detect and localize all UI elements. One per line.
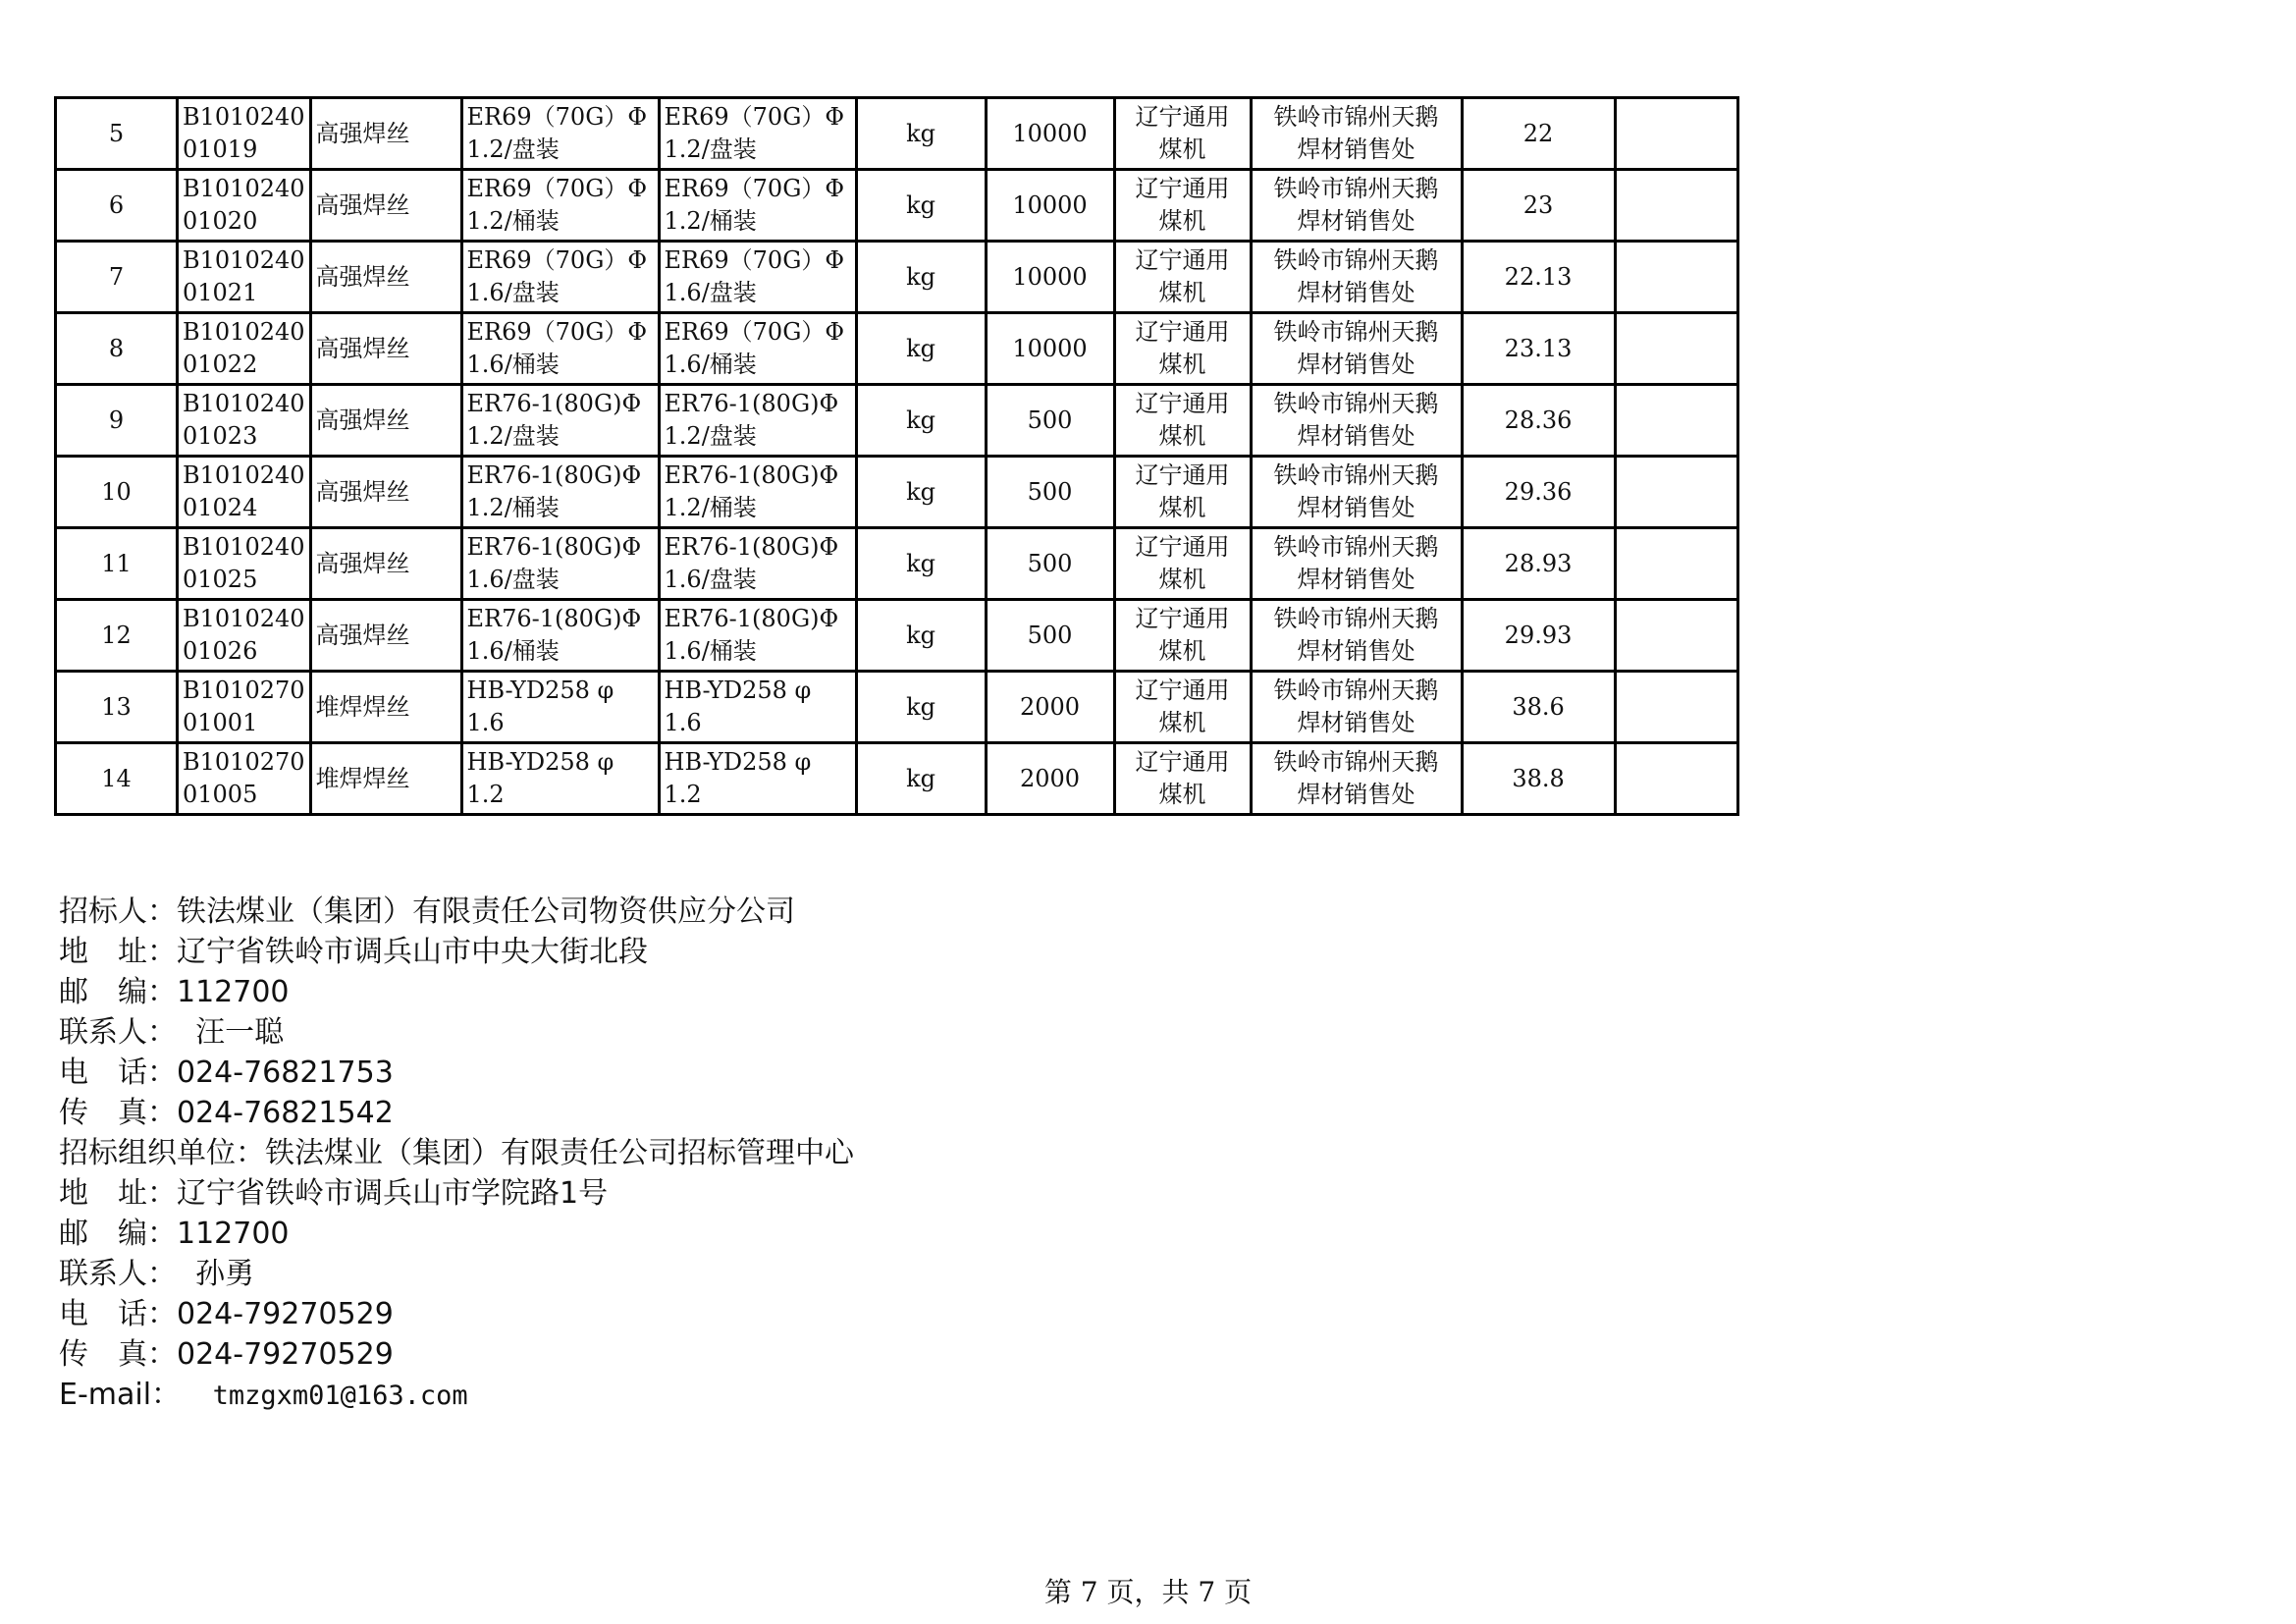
remark-cell xyxy=(1615,743,1737,815)
row-number-cell: 5 xyxy=(56,98,178,170)
page-number: 第 7 页，共 7 页 xyxy=(1043,1576,1253,1608)
remark-cell xyxy=(1615,313,1737,385)
supplier-cell xyxy=(1251,672,1462,743)
spec-cell xyxy=(461,98,659,170)
manufacturer-cell-line: 辽宁通用 xyxy=(1135,103,1230,131)
spec-alt-cell xyxy=(659,242,856,313)
price-cell: 29.36 xyxy=(1462,457,1615,528)
quantity-cell: 2000 xyxy=(986,672,1114,743)
material-code-cell-line: 01001 xyxy=(183,709,258,736)
contact-line xyxy=(59,1254,854,1294)
supplier-cell-line: 铁岭市锦州天鹅 xyxy=(1273,103,1439,131)
unit-cell: kg xyxy=(856,98,986,170)
spec-cell xyxy=(461,170,659,242)
spec-alt-cell-line: 1.2 xyxy=(664,781,702,808)
manufacturer-cell-line: 辽宁通用 xyxy=(1135,318,1230,346)
manufacturer-cell-line: 辽宁通用 xyxy=(1135,461,1230,489)
spec-alt-cell-line: 1.6 xyxy=(664,709,702,736)
material-code-cell xyxy=(178,743,311,815)
table-row xyxy=(56,313,1738,385)
spec-cell-line: 1.6/桶装 xyxy=(466,637,560,665)
price-cell: 29.93 xyxy=(1462,600,1615,672)
manufacturer-cell xyxy=(1114,457,1251,528)
contact-value: 辽宁省铁岭市调兵山市中央大街北段 xyxy=(177,935,648,969)
manufacturer-cell-line: 煤机 xyxy=(1158,207,1206,235)
supplier-cell-line: 焊材销售处 xyxy=(1297,422,1415,450)
contact-line xyxy=(59,1294,854,1334)
material-name-cell: 堆焊焊丝 xyxy=(310,672,461,743)
material-name-cell: 高强焊丝 xyxy=(310,600,461,672)
spec-alt-cell xyxy=(659,385,856,457)
spec-cell-line: ER69（70G）Φ xyxy=(466,103,648,131)
material-code-cell xyxy=(178,242,311,313)
contact-value: 112700 xyxy=(177,1217,290,1251)
contact-label: 地 址： xyxy=(59,1176,177,1211)
material-code-cell xyxy=(178,313,311,385)
manufacturer-cell-line: 辽宁通用 xyxy=(1135,390,1230,417)
contact-line xyxy=(59,1053,854,1093)
material-code-cell-line: 01022 xyxy=(183,351,258,378)
spec-alt-cell xyxy=(659,600,856,672)
manufacturer-cell xyxy=(1114,98,1251,170)
supplier-cell xyxy=(1251,743,1462,815)
contact-label: 邮 编： xyxy=(59,1217,177,1251)
row-number-cell: 8 xyxy=(56,313,178,385)
manufacturer-cell-line: 煤机 xyxy=(1158,566,1206,593)
spec-alt-cell-line: ER76-1(80G)Φ xyxy=(664,533,839,561)
material-code-cell-line: 01024 xyxy=(183,494,258,521)
contact-value: 孙勇 xyxy=(177,1257,255,1291)
unit-cell: kg xyxy=(856,528,986,600)
spec-cell xyxy=(461,457,659,528)
spec-alt-cell xyxy=(659,98,856,170)
contact-value: 辽宁省铁岭市调兵山市学院路1号 xyxy=(177,1176,609,1211)
supplier-cell xyxy=(1251,600,1462,672)
contact-value: 汪一聪 xyxy=(177,1015,285,1050)
row-number-cell: 6 xyxy=(56,170,178,242)
remark-cell xyxy=(1615,672,1737,743)
material-code-cell xyxy=(178,98,311,170)
spec-cell-line: 1.2/盘装 xyxy=(466,135,560,163)
supplier-cell xyxy=(1251,528,1462,600)
contact-value: 024-76821753 xyxy=(177,1056,394,1090)
spec-cell xyxy=(461,528,659,600)
spec-alt-cell xyxy=(659,170,856,242)
contact-label: 传 真： xyxy=(59,1096,177,1130)
table-row xyxy=(56,242,1738,313)
spec-alt-cell-line: ER69（70G）Φ xyxy=(664,103,845,131)
contact-label: 电 话： xyxy=(59,1056,177,1090)
remark-cell xyxy=(1615,528,1737,600)
unit-cell: kg xyxy=(856,385,986,457)
spec-cell xyxy=(461,313,659,385)
spec-alt-cell xyxy=(659,528,856,600)
price-cell: 38.8 xyxy=(1462,743,1615,815)
spec-alt-cell-line: ER69（70G）Φ xyxy=(664,318,845,346)
material-code-cell-line: 01005 xyxy=(183,781,258,808)
spec-alt-cell xyxy=(659,743,856,815)
material-name-cell: 高强焊丝 xyxy=(310,457,461,528)
supplier-cell-line: 铁岭市锦州天鹅 xyxy=(1273,390,1439,417)
material-name-cell: 高强焊丝 xyxy=(310,98,461,170)
supplier-cell-line: 焊材销售处 xyxy=(1297,207,1415,235)
spec-cell-line: 1.6/盘装 xyxy=(466,566,560,593)
unit-cell: kg xyxy=(856,457,986,528)
unit-cell: kg xyxy=(856,672,986,743)
spec-alt-cell-line: 1.6/盘装 xyxy=(664,279,757,306)
supplier-cell xyxy=(1251,385,1462,457)
price-cell: 28.93 xyxy=(1462,528,1615,600)
row-number-cell: 9 xyxy=(56,385,178,457)
quantity-cell: 2000 xyxy=(986,743,1114,815)
row-number-cell: 10 xyxy=(56,457,178,528)
contact-line xyxy=(59,1214,854,1254)
price-cell: 38.6 xyxy=(1462,672,1615,743)
spec-cell-line: ER76-1(80G)Φ xyxy=(466,390,642,417)
supplier-cell-line: 铁岭市锦州天鹅 xyxy=(1273,461,1439,489)
quantity-cell: 500 xyxy=(986,528,1114,600)
supplier-cell-line: 焊材销售处 xyxy=(1297,709,1415,736)
spec-alt-cell-line: 1.2/桶装 xyxy=(664,207,757,235)
spec-cell-line: 1.6/桶装 xyxy=(466,351,560,378)
supplier-cell xyxy=(1251,242,1462,313)
remark-cell xyxy=(1615,170,1737,242)
spec-alt-cell-line: 1.2/盘装 xyxy=(664,422,757,450)
contact-label: 邮 编： xyxy=(59,975,177,1009)
supplier-cell-line: 铁岭市锦州天鹅 xyxy=(1273,318,1439,346)
material-code-cell-line: B1010240 xyxy=(183,103,305,131)
spec-cell xyxy=(461,672,659,743)
material-code-cell-line: 01020 xyxy=(183,207,258,235)
contact-info-block xyxy=(59,892,854,1415)
manufacturer-cell xyxy=(1114,313,1251,385)
quantity-cell: 500 xyxy=(986,385,1114,457)
contact-value: 024-79270529 xyxy=(177,1297,394,1331)
unit-cell: kg xyxy=(856,743,986,815)
quantity-cell: 10000 xyxy=(986,242,1114,313)
contact-value: 024-79270529 xyxy=(177,1337,394,1372)
table-row xyxy=(56,600,1738,672)
unit-cell: kg xyxy=(856,313,986,385)
supplier-cell xyxy=(1251,457,1462,528)
spec-cell-line: ER76-1(80G)Φ xyxy=(466,461,642,489)
row-number-cell: 11 xyxy=(56,528,178,600)
material-code-cell xyxy=(178,672,311,743)
spec-alt-cell-line: 1.6/桶装 xyxy=(664,351,757,378)
table-row xyxy=(56,528,1738,600)
supplier-cell-line: 铁岭市锦州天鹅 xyxy=(1273,533,1439,561)
supplier-cell xyxy=(1251,170,1462,242)
spec-cell-line: 1.2 xyxy=(466,781,505,808)
table-row xyxy=(56,672,1738,743)
contact-line xyxy=(59,1012,854,1053)
material-code-cell-line: B1010240 xyxy=(183,461,305,489)
supplier-cell-line: 焊材销售处 xyxy=(1297,566,1415,593)
manufacturer-cell-line: 煤机 xyxy=(1158,709,1206,736)
spec-alt-cell-line: 1.6/盘装 xyxy=(664,566,757,593)
material-code-cell-line: 01023 xyxy=(183,422,258,450)
quantity-cell: 500 xyxy=(986,600,1114,672)
contact-line xyxy=(59,1173,854,1214)
manufacturer-cell-line: 辽宁通用 xyxy=(1135,605,1230,632)
material-code-cell-line: B1010270 xyxy=(183,748,305,776)
material-name-cell: 高强焊丝 xyxy=(310,385,461,457)
row-number-cell: 7 xyxy=(56,242,178,313)
contact-label: E-mail： xyxy=(59,1378,182,1412)
price-cell: 23.13 xyxy=(1462,313,1615,385)
spec-cell xyxy=(461,600,659,672)
spec-alt-cell xyxy=(659,457,856,528)
spec-cell-line: 1.2/桶装 xyxy=(466,207,560,235)
material-code-cell xyxy=(178,170,311,242)
supplier-cell xyxy=(1251,313,1462,385)
table-row xyxy=(56,98,1738,170)
material-name-cell: 堆焊焊丝 xyxy=(310,743,461,815)
spec-alt-cell-line: 1.2/桶装 xyxy=(664,494,757,521)
manufacturer-cell-line: 煤机 xyxy=(1158,781,1206,808)
manufacturer-cell xyxy=(1114,242,1251,313)
spec-alt-cell-line: HB-YD258 φ xyxy=(664,748,812,776)
supplier-cell-line: 焊材销售处 xyxy=(1297,494,1415,521)
table-row xyxy=(56,743,1738,815)
manufacturer-cell xyxy=(1114,385,1251,457)
contact-line xyxy=(59,932,854,972)
contact-label: 传 真： xyxy=(59,1337,177,1372)
spec-alt-cell-line: HB-YD258 φ xyxy=(664,677,812,704)
spec-cell-line: ER76-1(80G)Φ xyxy=(466,533,642,561)
supplier-cell-line: 焊材销售处 xyxy=(1297,781,1415,808)
bid-items-table xyxy=(54,96,1739,816)
spec-cell-line: ER69（70G）Φ xyxy=(466,175,648,202)
table-row xyxy=(56,457,1738,528)
material-code-cell xyxy=(178,385,311,457)
spec-alt-cell-line: ER69（70G）Φ xyxy=(664,175,845,202)
remark-cell xyxy=(1615,98,1737,170)
row-number-cell: 13 xyxy=(56,672,178,743)
contact-label: 电 话： xyxy=(59,1297,177,1331)
spec-alt-cell-line: ER69（70G）Φ xyxy=(664,246,845,274)
remark-cell xyxy=(1615,600,1737,672)
contact-line xyxy=(59,972,854,1012)
remark-cell xyxy=(1615,457,1737,528)
spec-cell-line: 1.2/桶装 xyxy=(466,494,560,521)
material-code-cell-line: 01021 xyxy=(183,279,258,306)
manufacturer-cell xyxy=(1114,528,1251,600)
supplier-cell-line: 铁岭市锦州天鹅 xyxy=(1273,246,1439,274)
spec-cell-line: 1.6/盘装 xyxy=(466,279,560,306)
manufacturer-cell-line: 辽宁通用 xyxy=(1135,677,1230,704)
manufacturer-cell-line: 煤机 xyxy=(1158,279,1206,306)
spec-cell xyxy=(461,385,659,457)
contact-value: tmzgxm01@163.com xyxy=(181,1380,468,1411)
manufacturer-cell-line: 煤机 xyxy=(1158,135,1206,163)
material-name-cell: 高强焊丝 xyxy=(310,313,461,385)
remark-cell xyxy=(1615,242,1737,313)
material-name-cell: 高强焊丝 xyxy=(310,242,461,313)
spec-cell-line: HB-YD258 φ xyxy=(466,748,614,776)
spec-cell xyxy=(461,743,659,815)
material-code-cell-line: 01025 xyxy=(183,566,258,593)
unit-cell: kg xyxy=(856,600,986,672)
supplier-cell-line: 铁岭市锦州天鹅 xyxy=(1273,605,1439,632)
manufacturer-cell-line: 煤机 xyxy=(1158,637,1206,665)
material-code-cell-line: B1010240 xyxy=(183,175,305,202)
contact-value: 024-76821542 xyxy=(177,1096,394,1130)
contact-label: 联系人： xyxy=(59,1257,177,1291)
spec-alt-cell xyxy=(659,672,856,743)
material-code-cell xyxy=(178,528,311,600)
manufacturer-cell-line: 煤机 xyxy=(1158,494,1206,521)
spec-cell-line: HB-YD258 φ xyxy=(466,677,614,704)
contact-value: 铁法煤业（集团）有限责任公司物资供应分公司 xyxy=(177,894,795,929)
manufacturer-cell xyxy=(1114,743,1251,815)
manufacturer-cell-line: 辽宁通用 xyxy=(1135,175,1230,202)
spec-cell-line: ER76-1(80G)Φ xyxy=(466,605,642,632)
supplier-cell-line: 焊材销售处 xyxy=(1297,279,1415,306)
material-code-cell-line: 01019 xyxy=(183,135,258,163)
contact-value: 112700 xyxy=(177,975,290,1009)
contact-value: 铁法煤业（集团）有限责任公司招标管理中心 xyxy=(265,1136,854,1170)
material-code-cell-line: B1010240 xyxy=(183,246,305,274)
material-code-cell-line: B1010240 xyxy=(183,390,305,417)
spec-cell xyxy=(461,242,659,313)
spec-alt-cell-line: ER76-1(80G)Φ xyxy=(664,461,839,489)
spec-cell-line: ER69（70G）Φ xyxy=(466,318,648,346)
supplier-cell xyxy=(1251,98,1462,170)
unit-cell: kg xyxy=(856,170,986,242)
material-code-cell-line: B1010240 xyxy=(183,318,305,346)
quantity-cell: 10000 xyxy=(986,170,1114,242)
spec-cell-line: 1.2/盘装 xyxy=(466,422,560,450)
price-cell: 23 xyxy=(1462,170,1615,242)
manufacturer-cell xyxy=(1114,170,1251,242)
contact-line xyxy=(59,1133,854,1173)
supplier-cell-line: 铁岭市锦州天鹅 xyxy=(1273,677,1439,704)
material-code-cell-line: B1010240 xyxy=(183,533,305,561)
manufacturer-cell-line: 辽宁通用 xyxy=(1135,748,1230,776)
contact-label: 招标组织单位： xyxy=(59,1136,265,1170)
price-cell: 22 xyxy=(1462,98,1615,170)
spec-alt-cell-line: ER76-1(80G)Φ xyxy=(664,390,839,417)
material-code-cell-line: 01026 xyxy=(183,637,258,665)
manufacturer-cell-line: 辽宁通用 xyxy=(1135,246,1230,274)
manufacturer-cell xyxy=(1114,600,1251,672)
price-cell: 22.13 xyxy=(1462,242,1615,313)
manufacturer-cell xyxy=(1114,672,1251,743)
supplier-cell-line: 焊材销售处 xyxy=(1297,135,1415,163)
material-code-cell-line: B1010270 xyxy=(183,677,305,704)
price-cell: 28.36 xyxy=(1462,385,1615,457)
contact-line xyxy=(59,1334,854,1375)
spec-cell-line: ER69（70G）Φ xyxy=(466,246,648,274)
quantity-cell: 10000 xyxy=(986,313,1114,385)
table-row xyxy=(56,385,1738,457)
contact-line xyxy=(59,1375,854,1415)
contact-line xyxy=(59,892,854,932)
manufacturer-cell-line: 煤机 xyxy=(1158,351,1206,378)
contact-label: 招标人： xyxy=(59,894,177,929)
spec-alt-cell-line: 1.2/盘装 xyxy=(664,135,757,163)
row-number-cell: 12 xyxy=(56,600,178,672)
table-row xyxy=(56,170,1738,242)
material-code-cell xyxy=(178,600,311,672)
spec-alt-cell-line: ER76-1(80G)Φ xyxy=(664,605,839,632)
unit-cell: kg xyxy=(856,242,986,313)
table-body xyxy=(56,98,1738,815)
row-number-cell: 14 xyxy=(56,743,178,815)
material-name-cell: 高强焊丝 xyxy=(310,528,461,600)
supplier-cell-line: 焊材销售处 xyxy=(1297,637,1415,665)
spec-alt-cell-line: 1.6/桶装 xyxy=(664,637,757,665)
quantity-cell: 500 xyxy=(986,457,1114,528)
manufacturer-cell-line: 煤机 xyxy=(1158,422,1206,450)
material-name-cell: 高强焊丝 xyxy=(310,170,461,242)
supplier-cell-line: 铁岭市锦州天鹅 xyxy=(1273,175,1439,202)
material-code-cell-line: B1010240 xyxy=(183,605,305,632)
contact-line xyxy=(59,1093,854,1133)
quantity-cell: 10000 xyxy=(986,98,1114,170)
manufacturer-cell-line: 辽宁通用 xyxy=(1135,533,1230,561)
contact-label: 联系人： xyxy=(59,1015,177,1050)
supplier-cell-line: 铁岭市锦州天鹅 xyxy=(1273,748,1439,776)
remark-cell xyxy=(1615,385,1737,457)
supplier-cell-line: 焊材销售处 xyxy=(1297,351,1415,378)
spec-alt-cell xyxy=(659,313,856,385)
spec-cell-line: 1.6 xyxy=(466,709,505,736)
material-code-cell xyxy=(178,457,311,528)
contact-label: 地 址： xyxy=(59,935,177,969)
